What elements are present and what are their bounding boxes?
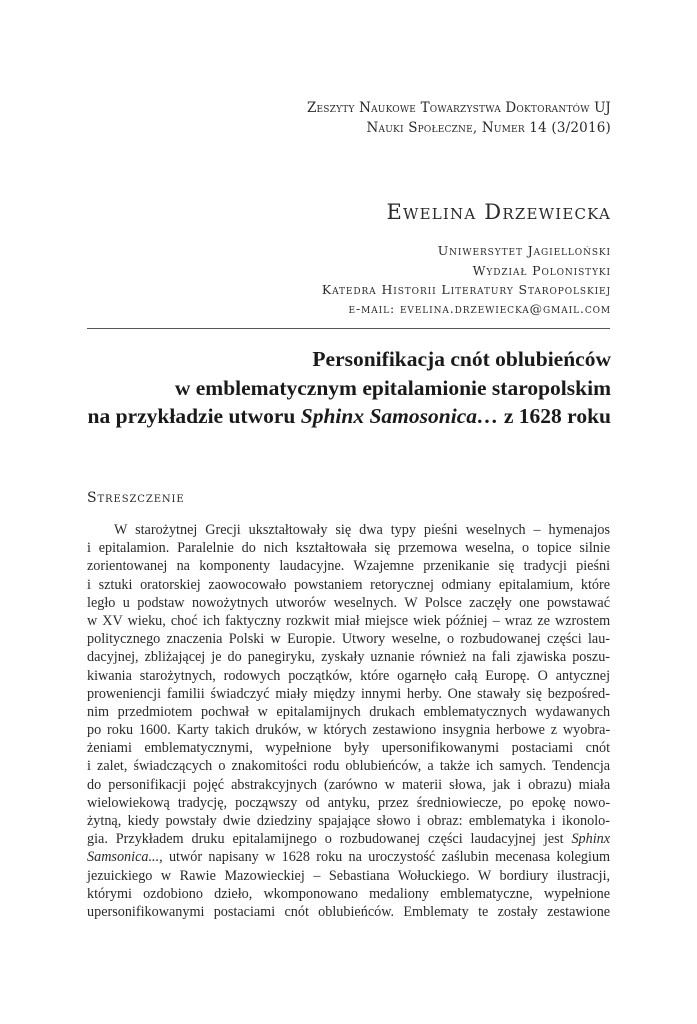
title-text: na przykładzie utworu xyxy=(87,404,301,428)
abstract-line: po roku 1600. Karty takich druków, w których zestawiono insygnia herbowe z wyobra- xyxy=(87,722,611,739)
author-department: Katedra Historii Literatury Staropolskiej xyxy=(321,282,611,297)
author-email: e-mail: evelina.drzewiecka@gmail.com xyxy=(348,301,611,316)
title-italic-work: Sphinx Samosonica… xyxy=(300,404,499,428)
abstract-line: Samsonica..., utwór napisany w 1628 roku na uroczystość zaślubin mecenasa kolegium xyxy=(87,849,611,866)
journal-issue: Nauki Społeczne, Numer 14 (3/2016) xyxy=(366,120,611,136)
journal-title: Zeszyty Naukowe Towarzystwa Doktorantów UJ xyxy=(306,100,611,116)
abstract-body xyxy=(87,521,610,921)
abstract-line: wielowiekową tradycję, począwszy od antyku, przez średniowiecze, po epokę nowo- xyxy=(87,794,611,811)
abstract-line: upersonifikowanymi postaciami cnót oblubieńców. Emblematy te zostały zestawione xyxy=(87,903,611,920)
abstract-line: żeniami emblematycznymi, wypełnione były upersonifikowanymi postaciami cnót xyxy=(87,740,611,757)
abstract-line: do personifikacji pojęć abstrakcyjnych (zarówno w materii słowa, jak i obrazu) miała xyxy=(87,776,611,793)
title-line xyxy=(51,402,611,431)
abstract-line: nim przedmiotem pochwał w epitalamijnych drukach emblematycznych wydawanych xyxy=(87,703,611,720)
abstract-line: W starożytnej Grecji ukształtowały się dwa typy pieśni weselnych – hymenajos xyxy=(114,522,611,538)
title-text: z 1628 roku xyxy=(498,404,611,428)
abstract-line: politycznego znaczenia Polski w Europie. Utwory weselne, o rozbudowanej części lau- xyxy=(87,631,611,648)
author-university: Uniwersytet Jagielloński xyxy=(437,243,611,258)
abstract-heading: Streszczenie xyxy=(87,490,185,506)
abstract-line: jezuickiego w Rawie Mazowieckiej – Sebastiana Wołuckiego. W bordiury ilustracji, xyxy=(87,867,611,884)
abstract-line: w XV wieku, choć ich faktyczny rozkwit miał miejsce wiek później – wraz ze wzrostem xyxy=(87,612,611,629)
abstract-line: legło u podstaw nowożytnych utworów weselnych. W Polsce zaczęły one powstawać xyxy=(87,594,611,611)
abstract-line: gia. Przykładem druku epitalamijnego o rozbudowanej części laudacyjnej jest Sphinx xyxy=(87,831,611,848)
header-divider xyxy=(87,328,610,329)
abstract-line: dacyjnej, zbliżającej je do panegiryku, zyskały uznanie również na fali zjawiska poszu- xyxy=(87,649,611,666)
author-faculty: Wydział Polonistyki xyxy=(472,263,611,278)
abstract-line: żytną, kiedy powstały dwie dziedziny spajające słowo i obraz: emblematyka i ikonolo- xyxy=(87,813,610,829)
abstract-line: i epitalamion. Paralelnie do nich kształtowała się przemowa weselna, o topice silnie xyxy=(87,540,611,557)
abstract-line: którymi ozdobiono dzieło, wkomponowano medaliony emblematyczne, wypełnione xyxy=(87,885,611,902)
abstract-line: kiwania starożytnych, rodowych początków, które ogarnęło całą Europę. O antycznej xyxy=(87,667,611,684)
author-name: Ewelina Drzewiecka xyxy=(386,200,611,224)
title-line: w emblematycznym epitalamionie staropolskim xyxy=(174,375,611,400)
abstract-line: zorientowanej na komponenty laudacyjne. Wzajemne przenikanie się tradycji pieśni xyxy=(87,558,611,575)
title-line: Personifikacja cnót oblubieńców xyxy=(312,347,611,371)
article-title xyxy=(51,345,611,431)
abstract-line: proweniencji familii świadczyć miały między innymi herby. One stawały się bezpośred- xyxy=(87,685,611,702)
abstract-line: i zalet, świadczących o znakomitości rodu oblubieńców, a także ich samych. Tendencja xyxy=(87,758,611,775)
abstract-line: i sztuki oratorskiej zaowocowało powstaniem retorycznej odmiany epitalamium, które xyxy=(87,576,611,593)
